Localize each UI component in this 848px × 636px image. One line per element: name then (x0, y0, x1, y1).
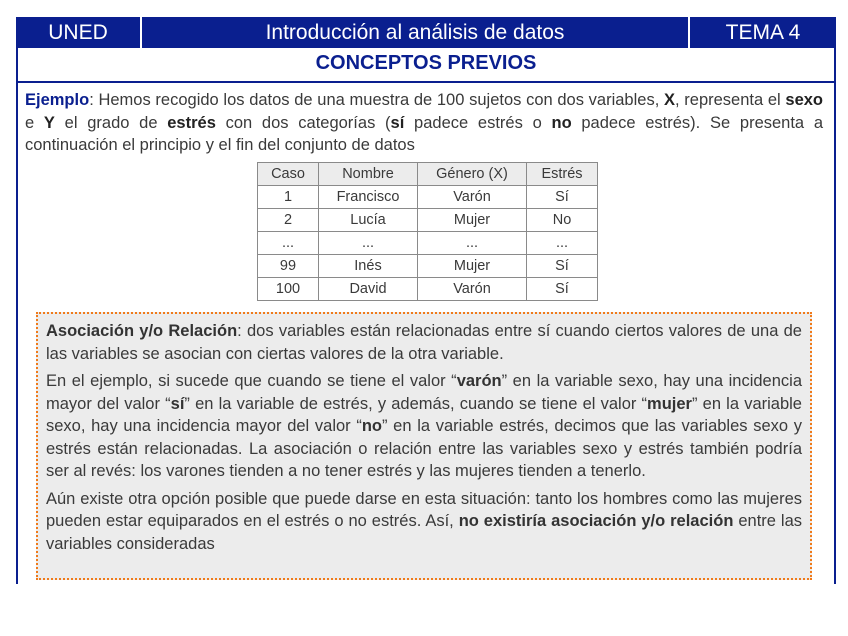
intro-bold: sexo (785, 91, 824, 109)
data-table (257, 162, 598, 301)
intro-text: el grado de (54, 113, 168, 132)
table-cell: 100 (258, 278, 319, 301)
table-cell: ... (418, 232, 527, 255)
intro-text: padece estrés). Se presenta a continuación el principio y el fin del conjunto de datos (25, 113, 824, 154)
intro-bold: X (663, 91, 675, 109)
table-cell: Sí (527, 255, 598, 278)
example-paragraph (25, 89, 823, 157)
page-title: CONCEPTOS PREVIOS (315, 52, 537, 74)
table-cell: Francisco (319, 186, 418, 209)
table-cell: Mujer (418, 209, 527, 232)
alternative-bold: no existiría asociación y/o relación (458, 512, 734, 530)
alternative-paragraph (46, 488, 802, 556)
intro-text: : Hemos recogido los datos de una muestra de 100 sujetos con dos variables, (89, 91, 664, 109)
table-cell: Varón (418, 186, 527, 209)
example-explanation-paragraph (46, 370, 802, 483)
table-row (258, 232, 598, 255)
title-bar (16, 17, 836, 48)
intro-text: e (25, 113, 44, 132)
explanation-bold: mujer (647, 394, 692, 413)
explanation-bold: sí (170, 394, 185, 413)
alternative-text: Aún existe otra opción posible que puede darse en esta situación: tanto los hombres como las mujeres pueden estar equiparados en el estrés o no estrés. Así, (46, 489, 802, 530)
table-cell: 1 (258, 186, 319, 209)
table-header: Estrés (527, 163, 598, 186)
intro-bold: estrés (167, 113, 216, 132)
table-cell: Sí (527, 278, 598, 301)
explanation-text: ” en la variable estrés, decimos que las variables sexo y estrés están relacionadas. La asociación o relación entre las variables sexo y estrés también podría ser al revés: los varones tienden a no tener estrés y las mujeres tienden a tenerlo. (46, 417, 802, 480)
explanation-text: ” en la variable de estrés, y además, cuando se tiene el valor “ (184, 394, 648, 413)
definition-text: : dos variables están relacionadas entre sí cuando ciertos valores de una de las variables se asocian con ciertas valores de la otra variable. (46, 322, 802, 363)
intro-text: , representa el (675, 91, 786, 109)
intro-text: padece estrés o (404, 113, 552, 132)
table-cell: ... (527, 232, 598, 255)
intro-bold: sí (390, 113, 405, 132)
table-cell: Inés (319, 255, 418, 278)
intro-text: con dos categorías ( (215, 113, 391, 132)
table-cell: David (319, 278, 418, 301)
table-row (258, 278, 598, 301)
table-header: Nombre (319, 163, 418, 186)
institution-label: UNED (16, 17, 142, 48)
table-row (258, 209, 598, 232)
table-cell: 99 (258, 255, 319, 278)
table-header: Género (X) (418, 163, 527, 186)
table-cell: Varón (418, 278, 527, 301)
explanation-bold: no (361, 417, 382, 435)
table-cell: Mujer (418, 255, 527, 278)
table-cell: Sí (527, 186, 598, 209)
explanation-text: ” en la variable sexo, hay una incidencia mayor del valor “ (46, 372, 802, 413)
topic-label: TEMA 4 (725, 20, 801, 44)
table-header-row (258, 163, 598, 186)
frame-right-border (834, 48, 836, 584)
course-title: Introducción al análisis de datos (142, 17, 690, 48)
table-cell: ... (319, 232, 418, 255)
definition-box (36, 312, 812, 580)
title-divider (18, 81, 834, 83)
definition-paragraph (46, 320, 802, 365)
table-cell: 2 (258, 209, 319, 232)
table-header: Caso (258, 163, 319, 186)
explanation-text: En el ejemplo, si sucede que cuando se tiene el valor “ (46, 372, 457, 390)
table-cell: No (527, 209, 598, 232)
alternative-text: entre las variables consideradas (46, 512, 802, 553)
table-row (258, 255, 598, 278)
intro-bold: Y (43, 113, 55, 132)
explanation-bold: varón (456, 372, 502, 390)
example-label: Ejemplo (25, 91, 90, 109)
table-row (258, 186, 598, 209)
table-cell: ... (258, 232, 319, 255)
intro-bold: no (551, 113, 572, 132)
frame-left-border (16, 48, 18, 584)
explanation-text: ” en la variable sexo, hay una incidencia mayor del valor “ (46, 394, 802, 435)
definition-term: Asociación y/o Relación (46, 322, 238, 340)
table-cell: Lucía (319, 209, 418, 232)
